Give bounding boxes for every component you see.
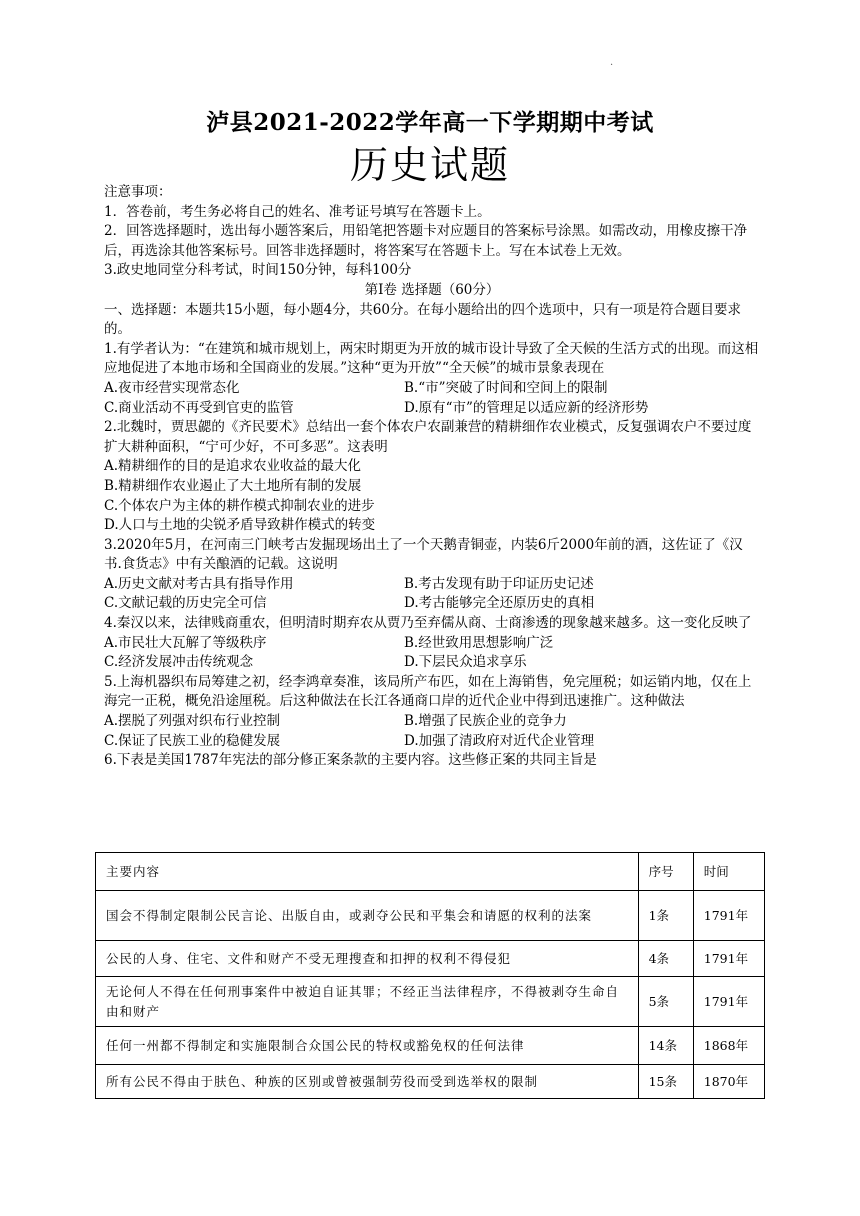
option-c: C.经济发展冲击传统观念 xyxy=(104,654,254,671)
question-stem: 4.秦汉以来，法律贱商重农，但明清时期弃农从贾乃至弃儒从商、士商渗透的现象越来越多。这一变化反映了 xyxy=(104,615,752,632)
exam-title: 泸县2021-2022学年高一下学期期中考试 xyxy=(206,109,654,136)
table-row xyxy=(96,977,765,1027)
option-row xyxy=(104,379,760,399)
question-stem: 5.上海机器织布局筹建之初，经李鸿章奏准，该局所产布匹，如在上海销售，免完厘税；如运销内地，仅在上海完一正税，概免沿途厘税。后这种做法在长江各通商口岸的近代企业中得到迅速推广。这种做法 xyxy=(104,673,752,710)
option-row xyxy=(104,712,760,732)
notice-item: 1．答卷前，考生务必将自己的姓名、准考证号填写在答题卡上。 xyxy=(104,203,491,220)
option-c: C.文献记载的历史完全可信 xyxy=(104,595,267,612)
option-d: D.人口与土地的尖锐矛盾导致耕作模式的转变 xyxy=(104,517,376,534)
option-a: A.摆脱了列强对织布行业控制 xyxy=(104,713,281,730)
notice-item: 3.政史地同堂分科考试，时间150分钟，每科100分 xyxy=(104,262,412,279)
table-row xyxy=(96,941,765,977)
question-stem: 2.北魏时，贾思勰的《齐民要术》总结出一套个体农户农副兼营的精耕细作农业模式，反复强调农户不要过度扩大耕种面积，“宁可少好，不可多恶”。这表明 xyxy=(104,419,752,455)
question-stem: 6.下表是美国1787年宪法的部分修正案条款的主要内容。这些修正案的共同主旨是 xyxy=(104,752,597,769)
option-row xyxy=(104,634,760,654)
option-b: B.增强了民族企业的竞争力 xyxy=(404,713,567,730)
table-cell: 任何一州都不得制定和实施限制合众国公民的特权或豁免权的任何法律 xyxy=(96,1027,639,1065)
table-row xyxy=(96,1065,765,1099)
option-b: B.精耕细作农业遏止了大土地所有制的发展 xyxy=(104,477,362,494)
table-cell: 所有公民不得由于肤色、种族的区别或曾被强制劳役而受到选举权的限制 xyxy=(96,1065,639,1099)
option-row xyxy=(104,653,760,673)
header-cell: 序号 xyxy=(638,853,693,891)
exam-body xyxy=(104,183,760,771)
notice-item: 2．回答选择题时，选出每小题答案后，用铅笔把答题卡对应题目的答案标号涂黑。如需改动，用橡皮擦干净后，再选涂其他答案标号。回答非选择题时，将答案写在答题卡上。写在本试卷上无效。 xyxy=(104,223,748,259)
table-cell: 无论何人不得在任何刑事案件中被迫自证其罪；不经正当法律程序，不得被剥夺生命自由和财产 xyxy=(96,977,639,1027)
option-b: B.考古发现有助于印证历史记述 xyxy=(404,575,594,592)
table-row xyxy=(96,1027,765,1065)
table-cell: 1791年 xyxy=(693,977,764,1027)
option-d: D.原有“市”的管理足以适应新的经济形势 xyxy=(404,399,649,416)
notice-heading: 注意事项： xyxy=(104,184,172,200)
table-cell: 1条 xyxy=(638,891,693,941)
section-heading: 第Ⅰ卷 选择题（60分） xyxy=(364,281,500,298)
option-row xyxy=(104,399,760,419)
option-a: A.市民壮大瓦解了等级秩序 xyxy=(104,634,267,651)
table-cell: 1791年 xyxy=(693,891,764,941)
table-cell: 5条 xyxy=(638,977,693,1027)
option-a: A.精耕细作的目的是追求农业收益的最大化 xyxy=(104,458,362,475)
question-stem: 1.有学者认为：“在建筑和城市规划上，两宋时期更为开放的城市设计导致了全天候的生活方式的出现。而这相应地促进了本地市场和全国商业的发展。”这种“更为开放”“全天候”的城市景象表现在 xyxy=(104,340,759,377)
option-b: B.经世致用思想影响广泛 xyxy=(404,634,554,651)
header-cell: 时间 xyxy=(693,853,764,891)
table-cell: 4条 xyxy=(638,941,693,977)
option-row xyxy=(104,732,760,752)
header-cell: 主要内容 xyxy=(96,853,639,891)
option-c: C.个体农户为主体的耕作模式抑制农业的进步 xyxy=(104,497,375,514)
table-cell: 14条 xyxy=(638,1027,693,1065)
option-d: D.考古能够完全还原历史的真相 xyxy=(404,595,595,612)
option-c: C.商业活动不再受到官吏的监管 xyxy=(104,399,294,416)
table-cell: 国会不得制定限制公民言论、出版自由，或剥夺公民和平集会和请愿的权利的法案 xyxy=(96,891,639,941)
section-instruction: 一、选择题：本题共15小题，每小题4分，共60分。在每小题给出的四个选项中，只有一项是符合题目要求的。 xyxy=(104,301,741,338)
exam-subtitle: 历史试题 xyxy=(349,143,510,187)
table-row xyxy=(96,891,765,941)
table-cell: 1868年 xyxy=(693,1027,764,1065)
option-a: A.历史文献对考古具有指导作用 xyxy=(104,575,294,592)
table-header-row xyxy=(96,853,765,891)
option-row xyxy=(104,594,760,614)
table-cell: 公民的人身、住宅、文件和财产不受无理搜查和扣押的权利不得侵犯 xyxy=(96,941,639,977)
option-d: D.加强了清政府对近代企业管理 xyxy=(404,732,595,749)
option-d: D.下层民众追求享乐 xyxy=(404,654,527,671)
option-b: B.“市”突破了时间和空间上的限制 xyxy=(404,379,608,396)
table-cell: 1870年 xyxy=(693,1065,764,1099)
table-cell: 1791年 xyxy=(693,941,764,977)
option-c: C.保证了民族工业的稳健发展 xyxy=(104,732,281,749)
amendments-table xyxy=(95,852,765,1099)
option-row xyxy=(104,575,760,595)
question-stem: 3.2020年5月，在河南三门峡考古发掘现场出土了一个天鹅青铜壶，内装6斤2000年前的酒，这佐证了《汉书.食货志》中有关酿酒的记载。这说明 xyxy=(104,536,743,573)
page-dot: · xyxy=(610,60,614,71)
table-cell: 15条 xyxy=(638,1065,693,1099)
option-a: A.夜市经营实现常态化 xyxy=(104,379,240,396)
